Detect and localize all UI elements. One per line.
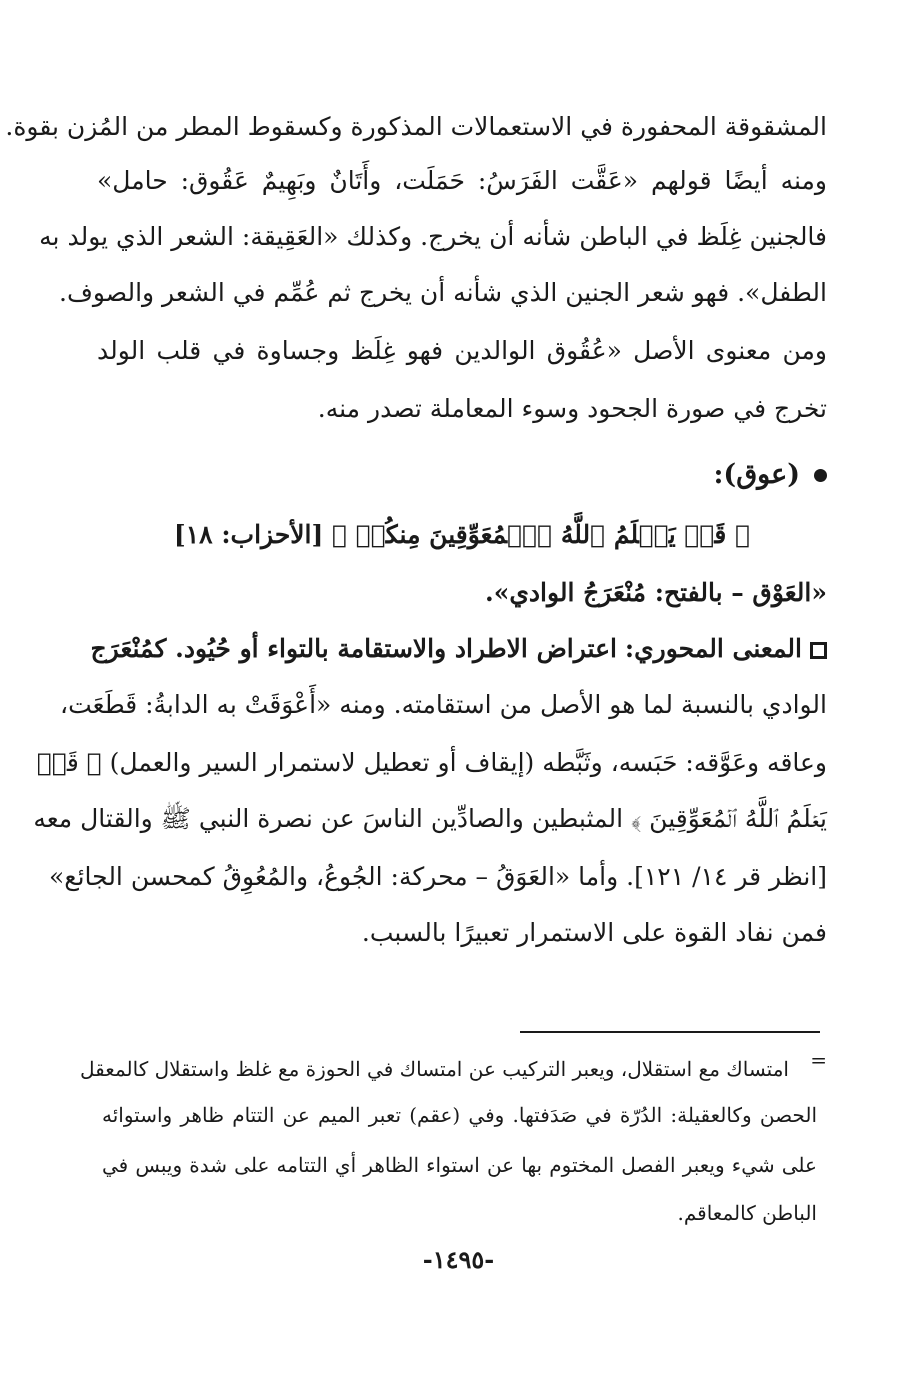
core-line-1	[90, 620, 827, 678]
core-line-2: الوادي بالنسبة لما هو الأصل من استقامته. ومنه «أَعْوَقَتْ به الدابةُ: قَطَعَت،	[60, 690, 827, 719]
body-line-2: ومنه أيضًا قولهم «عَقَّت الفَرَسُ: حَمَلَت، وأَتَانٌ وبَهِيمٌ عَقُوق: حامل»	[97, 166, 827, 195]
core-line-6: فمن نفاد القوة على الاستمرار تعبيرًا بالسبب.	[361, 918, 827, 947]
footnote-rule	[520, 1031, 820, 1033]
core-line-5: [انظر قر ١٤/ ١٢١]. وأما «العَوَقُ – محركة: الجُوعُ، والمُعُوِقُ كمحسن الجائع»	[49, 862, 827, 891]
page-number: -١٤٩٥-	[422, 1245, 495, 1274]
footnote-continuation-mark: =	[810, 1048, 827, 1072]
core-meaning-text: اعتراض الاطراد والاستقامة بالتواء أو حُيُود. كمُنْعَرَج	[90, 634, 617, 663]
core-line-3: وعاقه وعَوَّقه: حَبَسه، وثَبَّطه (إيقاف أو تعطيل لاستمرار السير والعمل) ﴿ قَدۡ	[36, 748, 827, 777]
core-line-4: يَعۡلَمُ ٱللَّهُ ٱلۡمُعَوِّقِينَ ﴾ المثبطين والصادِّين الناسَ عن نصرة النبي ﷺ والقتال معه	[33, 804, 827, 833]
body-line-4: الطفل». فهو شعر الجنين الذي شأنه أن يخرج ثم عُمِّم في الشعر والصوف.	[59, 278, 827, 307]
footnote-line-3: على شيء ويعبر الفصل المختوم بها عن استواء الظاهر أي التتامه على شدة ويبس في	[102, 1153, 817, 1177]
definition-line: «العَوْق – بالفتح: مُنْعَرَجُ الوادي».	[484, 578, 827, 607]
body-line-3: فالجنين غِلَظ في الباطن شأنه أن يخرج. وكذلك «العَقِيقة: الشعر الذي يولد به	[39, 222, 827, 251]
body-line-1: المشقوقة المحفورة في الاستعمالات المذكورة وكسقوط المطر من المُزن بقوة.	[5, 112, 827, 141]
footnote-line-1: امتساك مع استقلال، ويعبر التركيب عن امتساك في الحوزة مع غلظ واستقلال كالمعقل	[80, 1057, 789, 1081]
footnote-line-4: الباطن كالمعاقم.	[677, 1201, 817, 1225]
section-heading	[97, 446, 827, 504]
footnote-line-2: الحصن وكالعقيلة: الدُرّة في صَدَفتها. وفي (عقم) تعبر الميم عن التتام ظاهر واستوائه	[102, 1103, 817, 1127]
section-heading-text: (عوق):	[713, 459, 800, 490]
verse-citation: ﴿ قَدۡ يَعۡلَمُ ٱللَّهُ ٱلۡمُعَوِّقِينَ مِنكُمۡ ﴾ [الأحزاب: ١٨]	[173, 520, 751, 549]
core-meaning-label: المعنى المحوري:	[624, 634, 802, 663]
body-line-6: تخرج في صورة الجحود وسوء المعاملة تصدر منه.	[317, 394, 827, 423]
bullet-icon	[814, 469, 827, 482]
body-line-5: ومن معنوى الأصل «عُقُوق الوالدين فهو غِلَظ وجساوة في قلب الولد	[97, 336, 827, 365]
square-icon	[810, 642, 827, 659]
